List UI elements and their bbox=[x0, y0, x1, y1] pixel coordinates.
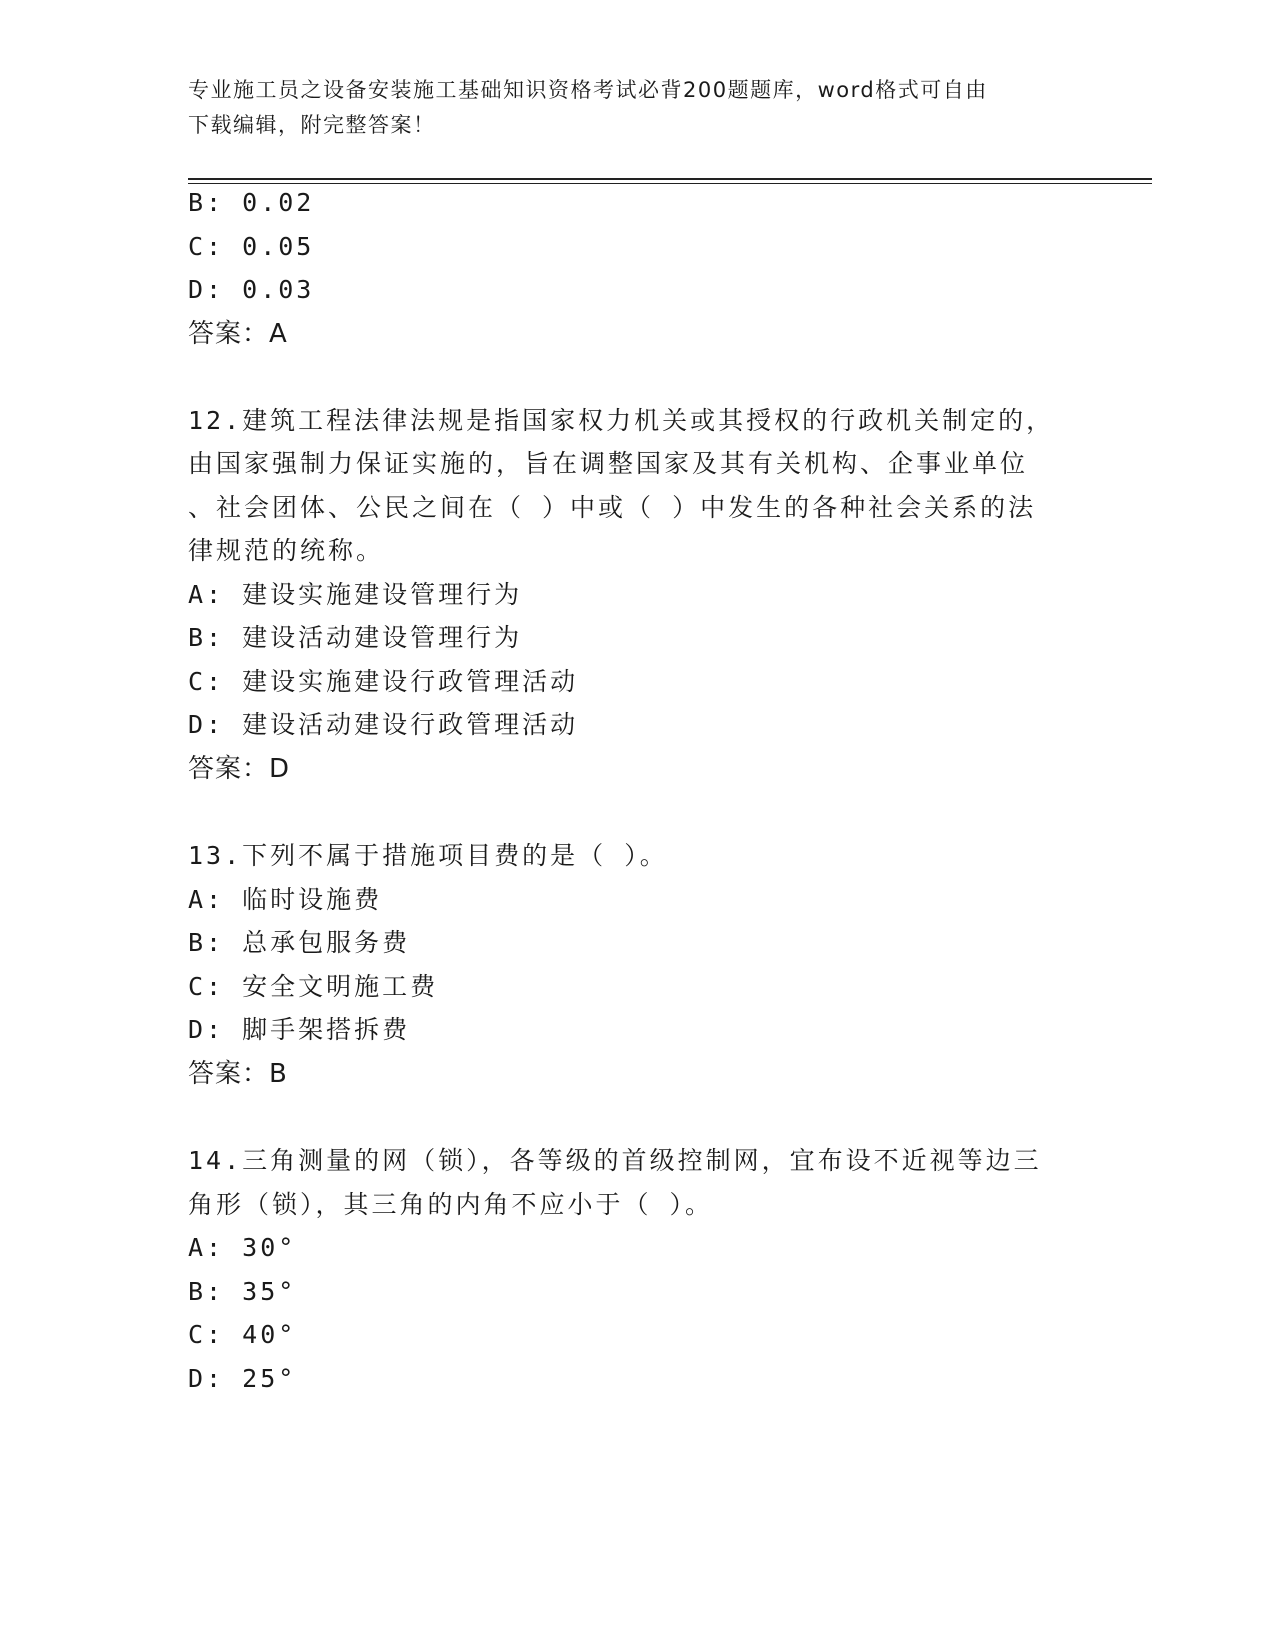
q14-option-b: B: 35° bbox=[188, 1277, 297, 1306]
header-line-2: 下载编辑，附完整答案！ bbox=[188, 113, 436, 137]
header-divider-thin bbox=[188, 183, 1152, 184]
q13-stem-line-1: 13.下列不属于措施项目费的是（ ）。 bbox=[188, 841, 668, 870]
q13-option-a: A: 临时设施费 bbox=[188, 885, 383, 914]
q13-answer: 答案：B bbox=[188, 1059, 288, 1089]
q12-option-c: C: 建设实施建设行政管理活动 bbox=[188, 667, 579, 696]
q14-stem-line-2: 角形（锁），其三角的内角不应小于（ ）。 bbox=[188, 1190, 714, 1219]
q11-option-c: C: 0.05 bbox=[188, 232, 315, 261]
q12-stem-line-3: 、社会团体、公民之间在（ ）中或（ ）中发生的各种社会关系的法 bbox=[188, 493, 1037, 522]
q14-stem-line-1: 14.三角测量的网（锁），各等级的首级控制网，宜布设不近视等边三 bbox=[188, 1146, 1042, 1175]
q13-option-b: B: 总承包服务费 bbox=[188, 928, 411, 957]
q12-option-a: A: 建设实施建设管理行为 bbox=[188, 580, 523, 609]
header-divider-thick bbox=[188, 178, 1152, 180]
q12-answer: 答案：D bbox=[188, 754, 291, 784]
q14-option-a: A: 30° bbox=[188, 1233, 297, 1262]
q14-option-d: D: 25° bbox=[188, 1364, 297, 1393]
q13-option-d: D: 脚手架搭拆费 bbox=[188, 1015, 411, 1044]
q14-option-c: C: 40° bbox=[188, 1320, 297, 1349]
q11-option-b: B: 0.02 bbox=[188, 188, 315, 217]
q12-stem-line-1: 12.建筑工程法律法规是指国家权力机关或其授权的行政机关制定的， bbox=[188, 406, 1055, 435]
q12-option-b: B: 建设活动建设管理行为 bbox=[188, 623, 523, 652]
q12-option-d: D: 建设活动建设行政管理活动 bbox=[188, 710, 579, 739]
header-line-1: 专业施工员之设备安装施工基础知识资格考试必背200题题库，word格式可自由 bbox=[188, 78, 988, 102]
q13-option-c: C: 安全文明施工费 bbox=[188, 972, 439, 1001]
q11-option-d: D: 0.03 bbox=[188, 275, 315, 304]
q12-stem-line-2: 由国家强制力保证实施的，旨在调整国家及其有关机构、企事业单位 bbox=[188, 449, 1029, 478]
q11-answer: 答案：A bbox=[188, 319, 288, 349]
q12-stem-line-4: 律规范的统称。 bbox=[188, 536, 385, 565]
page-header bbox=[188, 73, 1088, 143]
